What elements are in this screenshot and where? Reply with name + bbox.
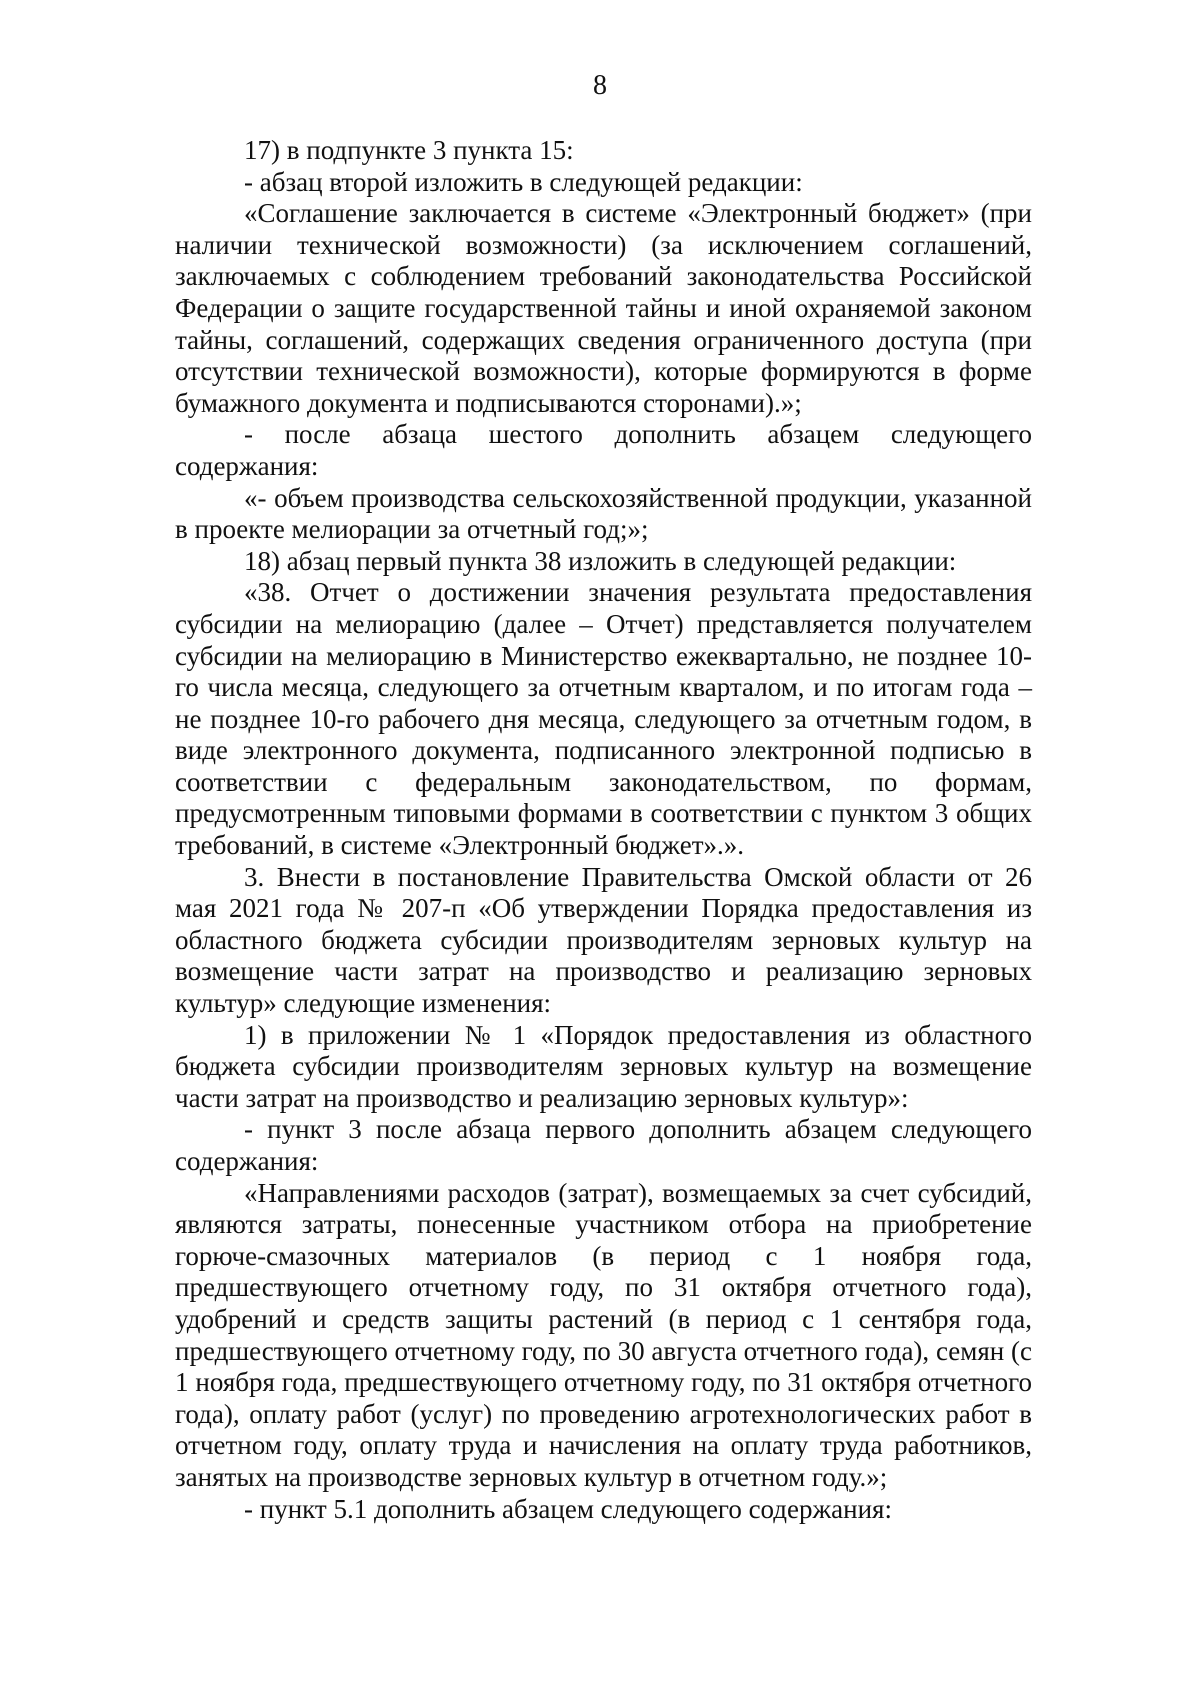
paragraph-item-18: 18) абзац первый пункта 38 изложить в следующей редакции:: [244, 545, 957, 576]
paragraph-abzac-vtoroy: - абзац второй изложить в следующей редакции:: [244, 166, 803, 197]
paragraph-item-17: 17) в подпункте 3 пункта 15:: [244, 135, 574, 165]
paragraph-posle-abzaca-shestogo: - после абзаца шестого дополнить абзацем следующего содержания:: [175, 419, 1032, 481]
document-body: [175, 135, 1032, 1525]
paragraph-napravleniya-rashodov-quote: «Направлениями расходов (затрат), возмещаемых за счет субсидий, являются затраты, понесенные участником отбора на приобретение горюче-смазочных материалов (в период с 1 ноября года, предшествующего отчетному году, по 31 октября отчетного года), удобрений и средств защиты растений (в период с 1 сентября года, предшествующего отчетному году, по 30 августа отчетного года), семян (с 1 ноября года, предшествующего отчетному году, по 31 октября отчетного года), оплату работ (услуг) по проведению агротехнологических работ в отчетном году, оплату труда и начисления на оплату труда работников, занятых на производстве зерновых культур в отчетном году.»;: [175, 1177, 1032, 1492]
paragraph-soglashenie-quote: «Соглашение заключается в системе «Электронный бюджет» (при наличии технической возможности) (за исключением соглашений, заключаемых с соблюдением требований законодательства Российской Федерации о защите государственной тайны и иной охраняемой законом тайны, соглашений, содержащих сведения ограниченного доступа (при отсутствии технической возможности), которые формируются в форме бумажного документа и подписываются сторонами).»;: [175, 198, 1032, 418]
paragraph-section-3: 3. Внести в постановление Правительства Омской области от 26 мая 2021 года № 207-п «Об утверждении Порядка предоставления из областного бюджета субсидии производителям зерновых культур на возмещение части затрат на производство и реализацию зерновых культур» следующие изменения:: [175, 861, 1032, 1019]
paragraph-obem-proizvodstva-quote: «- объем производства сельскохозяйственной продукции, указанной в проекте мелиорации за отчетный год;»;: [175, 482, 1032, 545]
paragraph-punkt-5-1: - пункт 5.1 дополнить абзацем следующего содержания:: [244, 1493, 892, 1524]
paragraph-punkt-3: - пункт 3 после абзаца первого дополнить абзацем следующего содержания:: [175, 1114, 1032, 1176]
paragraph-prilozhenie-1: 1) в приложении № 1 «Порядок предоставления из областного бюджета субсидии производителям зерновых культур на возмещение части затрат на производство и реализацию зерновых культур»:: [175, 1019, 1032, 1113]
page-number: 8: [593, 70, 607, 101]
paragraph-otchet-38-quote: «38. Отчет о достижении значения результата предоставления субсидии на мелиорацию (далее – Отчет) представляется получателем субсидии на мелиорацию в Министерство ежеквартально, не позднее 10-го числа месяца, следующего за отчетным кварталом, и по итогам года – не позднее 10-го рабочего дня месяца, следующего за отчетным годом, в виде электронного документа, подписанного электронной подписью в соответствии с федеральным законодательством, по формам, предусмотренным типовыми формами в соответствии с пунктом 3 общих требований, в системе «Электронный бюджет».».: [175, 577, 1032, 861]
